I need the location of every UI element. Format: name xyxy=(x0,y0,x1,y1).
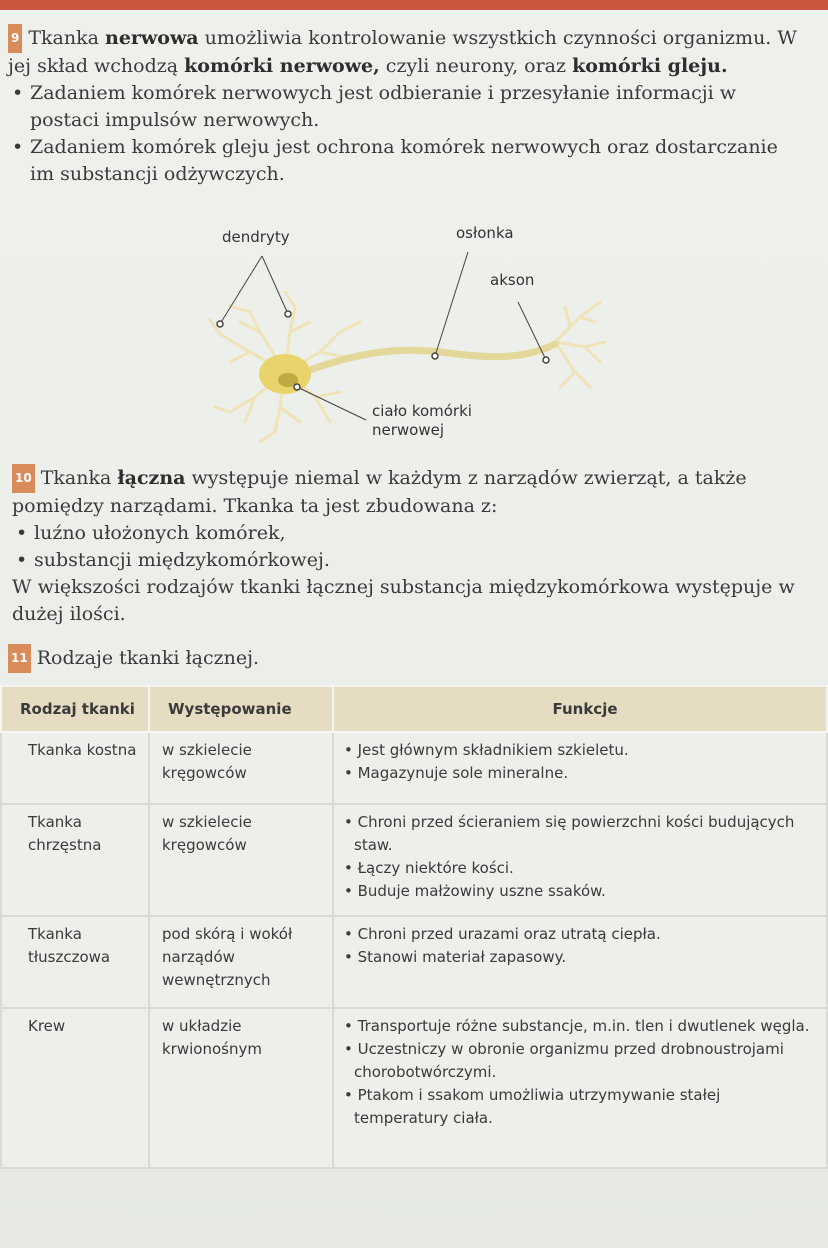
top-edge-bar xyxy=(0,0,828,10)
list-item: • substancji międzykomórkowej. xyxy=(12,547,802,574)
table-caption: Rodzaje tkanki łącznej. xyxy=(36,647,260,669)
section-11 xyxy=(8,644,408,673)
function-item: • Chroni przed urazami oraz utratą ciepła. xyxy=(344,925,661,943)
label-dendryty: dendryty xyxy=(222,228,290,246)
section-9-intro: 9 Tkanka nerwowa umożliwia kontrolowanie wszystkich czynności organizmu. W jej skład wchodzą komórki nerwowe, czyli neurony, oraz komórki gleju. xyxy=(8,24,798,80)
function-item: • Uczestniczy w obronie organizmu przed drobnoustrojami chorobotwórczymi. xyxy=(344,1040,784,1081)
header-functions: Funkcje xyxy=(333,686,827,732)
function-item: • Buduje małżowiny uszne ssaków. xyxy=(344,882,606,900)
section-9 xyxy=(8,24,798,188)
list-item: • luźno ułożonych komórek, xyxy=(12,520,802,547)
neuron-diagram xyxy=(200,222,640,454)
section-number-badge: 9 xyxy=(8,24,22,53)
section-10-outro: W większości rodzajów tkanki łącznej substancja międzykomórkowa występuje w dużej ilości. xyxy=(12,576,795,625)
cell-functions xyxy=(333,804,827,916)
function-item: • Stanowi materiał zapasowy. xyxy=(344,948,567,966)
table-row xyxy=(1,916,827,1008)
function-item: • Magazynuje sole mineralne. xyxy=(344,764,569,782)
table-row xyxy=(1,732,827,804)
table-row xyxy=(1,1008,827,1168)
section-10-intro: 10 Tkanka łączna występuje niemal w każdym z narządów zwierząt, a także pomiędzy narządami. Tkanka ta jest zbudowana z: xyxy=(12,464,802,520)
label-oslonka: osłonka xyxy=(456,224,514,242)
cell-tissue-type: Tkanka chrzęstna xyxy=(1,804,149,916)
table-row xyxy=(1,804,827,916)
list-item: • Zadaniem komórek gleju jest ochrona komórek nerwowych oraz dostarczanie im substancji odżywczych. xyxy=(8,134,798,188)
header-tissue-type: Rodzaj tkanki xyxy=(1,686,149,732)
header-occurrence: Występowanie xyxy=(149,686,333,732)
function-item: • Transportuje różne substancje, m.in. tlen i dwutlenek węgla. xyxy=(344,1017,810,1035)
section-9-bullet-list xyxy=(8,80,798,188)
cell-functions xyxy=(333,1008,827,1168)
label-akson: akson xyxy=(490,271,535,289)
function-item: • Ptakom i ssakom umożliwia utrzymywanie stałej temperatury ciała. xyxy=(344,1086,721,1127)
cell-functions xyxy=(333,732,827,804)
section-number-badge: 10 xyxy=(12,464,35,493)
cell-occurrence: w układzie krwionośnym xyxy=(149,1008,333,1168)
label-cialo-komorki: ciało komórki nerwowej xyxy=(372,402,472,439)
function-item: • Łączy niektóre kości. xyxy=(344,859,514,877)
connective-tissue-table xyxy=(0,685,828,1169)
cell-occurrence: pod skórą i wokół narządów wewnętrznych xyxy=(149,916,333,1008)
table-header-row xyxy=(1,686,827,732)
cell-functions xyxy=(333,916,827,1008)
cell-tissue-type: Krew xyxy=(1,1008,149,1168)
list-item: • Zadaniem komórek nerwowych jest odbieranie i przesyłanie informacji w postaci impulsów nerwowych. xyxy=(8,80,798,134)
cell-tissue-type: Tkanka kostna xyxy=(1,732,149,804)
section-10-bullet-list xyxy=(12,520,802,574)
function-item: • Jest głównym składnikiem szkieletu. xyxy=(344,741,629,759)
section-10 xyxy=(12,464,802,628)
cell-tissue-type: Tkanka tłuszczowa xyxy=(1,916,149,1008)
section-number-badge: 11 xyxy=(8,644,31,673)
function-item: • Chroni przed ścieraniem się powierzchni kości budujących staw. xyxy=(344,813,795,854)
cell-occurrence: w szkielecie kręgowców xyxy=(149,732,333,804)
cell-occurrence: w szkielecie kręgowców xyxy=(149,804,333,916)
